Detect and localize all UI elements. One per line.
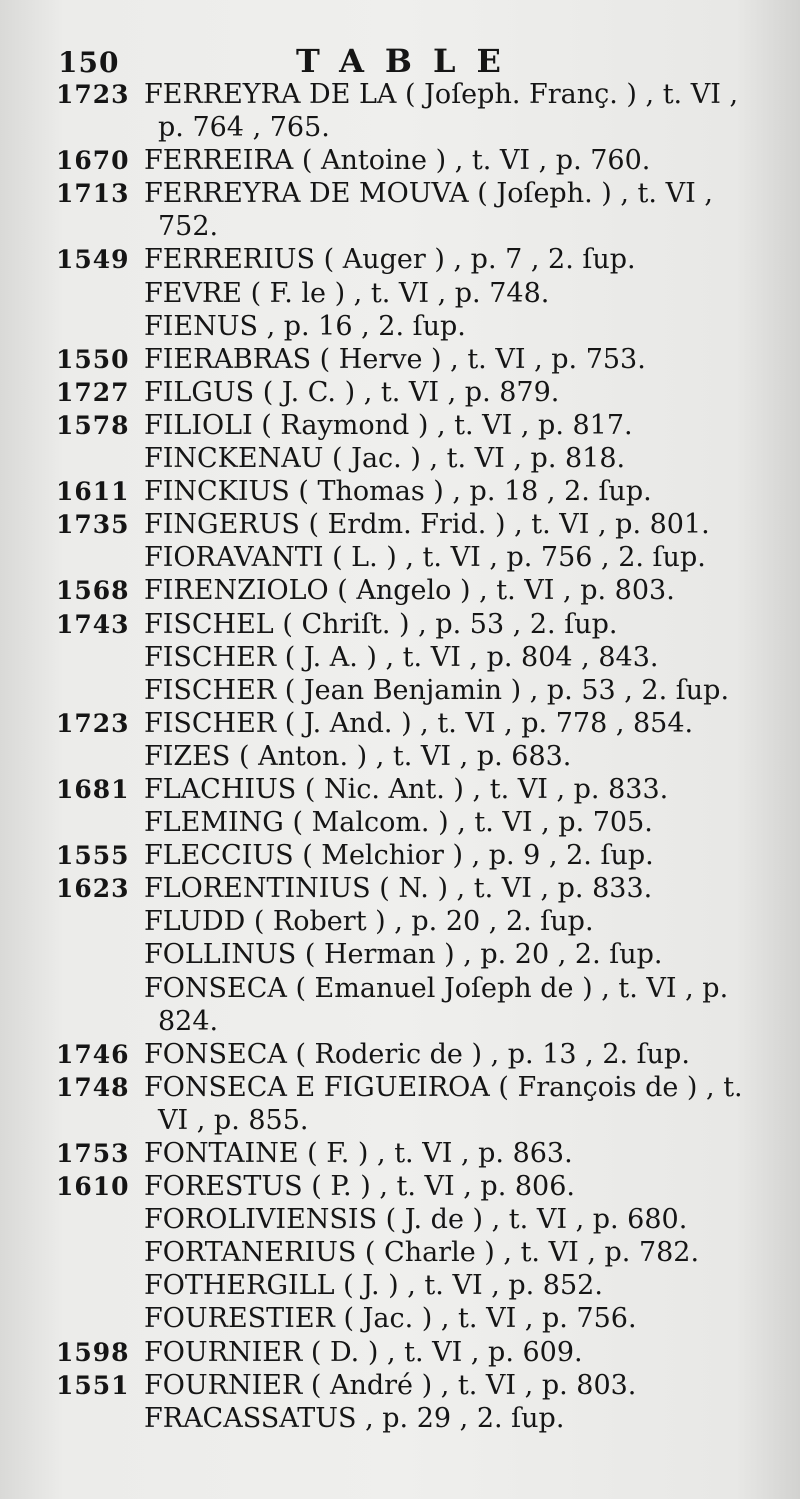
entry-text: FOURNIER ( D. ) , t. VI , p. 609. [144,1336,583,1368]
entry-line [0,1369,800,1402]
entry-text: FORTANERIUS ( Charle ) , t. VI , p. 782. [144,1237,700,1269]
entry-text: FISCHEL ( Chriſt. ) , p. 53 , 2. ſup. [144,608,618,640]
entry-text: FISCHER ( Jean Benjamin ) , p. 53 , 2. ſup. [144,674,730,706]
entry-text: FINCKIUS ( Thomas ) , p. 18 , 2. ſup. [144,476,652,508]
index-entry [0,1269,800,1302]
entry-continuation-line [0,1005,800,1038]
entry-text: FONSECA E FIGUEIROA ( François de ) , t. [144,1071,743,1103]
entry-year: 1555 [56,841,130,871]
entry-text: FOURESTIER ( Jac. ) , t. VI , p. 756. [144,1303,637,1335]
index-entry [0,1071,800,1137]
entry-text: FRACASSATUS , p. 29 , 2. ſup. [144,1402,565,1434]
index-entry [0,674,800,707]
entry-line [0,905,800,938]
entry-text: 752. [158,211,219,243]
index-entry [0,78,800,144]
index-entry [0,277,800,310]
index-entry [0,1038,800,1071]
entry-text: 824. [158,1005,219,1037]
index-entry [0,806,800,839]
entry-line [0,310,800,343]
entry-line [0,1203,800,1236]
entry-text: FIORAVANTI ( L. ) , t. VI , p. 756 , 2. ſup. [144,542,706,574]
index-entry [0,409,800,442]
entry-line [0,177,800,210]
entry-line [0,574,800,607]
entry-year: 1551 [56,1370,130,1400]
entry-continuation-line [0,111,800,144]
index-entry [0,376,800,409]
index-entry [0,1336,800,1369]
entry-line [0,972,800,1005]
entry-line [0,608,800,641]
index-entry [0,641,800,674]
entry-year: 1670 [56,146,130,176]
entry-text: FONTAINE ( F. ) , t. VI , p. 863. [144,1138,573,1169]
entry-text: FERREIRA ( Antoine ) , t. VI , p. 760. [144,145,651,177]
entry-text: FINCKENAU ( Jac. ) , t. VI , p. 818. [144,443,626,475]
page-number: 150 [58,46,120,79]
entry-text: FORESTUS ( P. ) , t. VI , p. 806. [144,1171,575,1203]
index-entry [0,608,800,641]
index-entry [0,972,800,1038]
index-entries [0,78,800,1435]
entry-year: 1681 [56,774,130,804]
entry-line [0,707,800,740]
entry-text: FLACHIUS ( Nic. Ant. ) , t. VI , p. 833. [144,773,669,805]
entry-line [0,1038,800,1071]
entry-year: 1743 [56,609,130,639]
entry-text: FIENUS , p. 16 , 2. ſup. [144,310,466,342]
entry-year: 1578 [56,410,130,440]
entry-text: FOTHERGILL ( J. ) , t. VI , p. 852. [144,1270,603,1302]
entry-text: p. 764 , 765. [158,112,330,144]
index-entry [0,1302,800,1335]
entry-line [0,343,800,376]
entry-text: FIZES ( Anton. ) , t. VI , p. 683. [144,740,572,772]
index-entry [0,872,800,905]
entry-line [0,1302,800,1335]
index-entry [0,905,800,938]
entry-text: FISCHER ( J. A. ) , t. VI , p. 804 , 843. [144,641,659,673]
entry-year: 1735 [56,510,130,540]
index-entry [0,839,800,872]
entry-year: 1610 [56,1172,130,1202]
entry-year: 1753 [56,1139,130,1168]
entry-text: FONSECA ( Roderic de ) , p. 13 , 2. ſup. [144,1038,690,1070]
entry-text: FOURNIER ( André ) , t. VI , p. 803. [144,1369,637,1401]
entry-text: FOLLINUS ( Herman ) , p. 20 , 2. ſup. [144,939,663,971]
entry-text: FERRERIUS ( Auger ) , p. 7 , 2. ſup. [144,244,636,276]
entry-line [0,1269,800,1302]
index-entry [0,1402,800,1435]
entry-year: 1549 [56,245,130,275]
entry-text: FISCHER ( J. And. ) , t. VI , p. 778 , 854. [144,707,694,739]
entry-line [0,641,800,674]
index-entry [0,475,800,508]
entry-year: 1550 [56,344,130,374]
entry-year: 1727 [56,377,130,407]
entry-year: 1748 [56,1072,130,1102]
entry-line [0,1336,800,1369]
entry-line [0,938,800,971]
index-entry [0,310,800,343]
running-title: TABLE [296,42,522,80]
entry-line [0,78,800,111]
index-entry [0,938,800,971]
index-entry [0,574,800,607]
entry-text: FIRENZIOLO ( Angelo ) , t. VI , p. 803. [144,575,675,607]
entry-line [0,1236,800,1269]
entry-year: 1723 [56,708,130,738]
entry-line [0,773,800,806]
entry-line [0,243,800,276]
index-entry [0,1369,800,1402]
entry-text: FINGERUS ( Erdm. Frid. ) , t. VI , p. 801. [144,509,710,541]
entry-line [0,872,800,905]
entry-text: FERREYRA DE MOUVA ( Joſeph. ) , t. VI , [144,178,713,210]
entry-text: FONSECA ( Emanuel Joſeph de ) , t. VI , p. [144,972,729,1004]
entry-line [0,144,800,177]
index-entry [0,707,800,740]
index-entry [0,243,800,276]
entry-year: 1611 [56,477,130,507]
entry-year: 1713 [56,179,130,209]
index-entry [0,1170,800,1203]
entry-text: FILIOLI ( Raymond ) , t. VI , p. 817. [144,409,633,441]
entry-year: 1623 [56,874,130,904]
entry-year: 1568 [56,576,130,606]
index-entry [0,541,800,574]
index-entry [0,1137,800,1170]
entry-line [0,475,800,508]
entry-line [0,806,800,839]
entry-continuation-line [0,210,800,243]
entry-year: 1598 [56,1337,130,1367]
entry-continuation-line [0,1104,800,1137]
entry-line [0,541,800,574]
entry-text: FOROLIVIENSIS ( J. de ) , t. VI , p. 680. [144,1204,688,1236]
entry-text: FERREYRA DE LA ( Joſeph. Franç. ) , t. VI , [144,79,739,110]
entry-line [0,508,800,541]
index-entry [0,442,800,475]
entry-text: FEVRE ( F. le ) , t. VI , p. 748. [144,277,550,309]
index-entry [0,177,800,243]
entry-line [0,674,800,707]
index-entry [0,1236,800,1269]
entry-line [0,1402,800,1435]
index-entry [0,773,800,806]
entry-line [0,376,800,409]
entry-line [0,1170,800,1203]
entry-year: 1746 [56,1039,130,1069]
entry-text: VI , p. 855. [158,1104,309,1136]
entry-text: FLECCIUS ( Melchior ) , p. 9 , 2. ſup. [144,840,654,872]
entry-text: FLEMING ( Malcom. ) , t. VI , p. 705. [144,807,653,839]
entry-year: 1723 [56,80,130,109]
entry-line [0,740,800,773]
entry-line [0,1071,800,1104]
entry-line [0,839,800,872]
index-entry [0,1203,800,1236]
index-entry [0,508,800,541]
entry-line [0,1137,800,1170]
index-entry [0,144,800,177]
entry-line [0,409,800,442]
entry-text: FLORENTINIUS ( N. ) , t. VI , p. 833. [144,873,653,905]
entry-line [0,442,800,475]
index-entry [0,740,800,773]
entry-text: FLUDD ( Robert ) , p. 20 , 2. ſup. [144,906,594,938]
index-entry [0,343,800,376]
entry-text: FILGUS ( J. C. ) , t. VI , p. 879. [144,376,560,408]
entry-text: FIERABRAS ( Herve ) , t. VI , p. 753. [144,343,646,375]
entry-line [0,277,800,310]
